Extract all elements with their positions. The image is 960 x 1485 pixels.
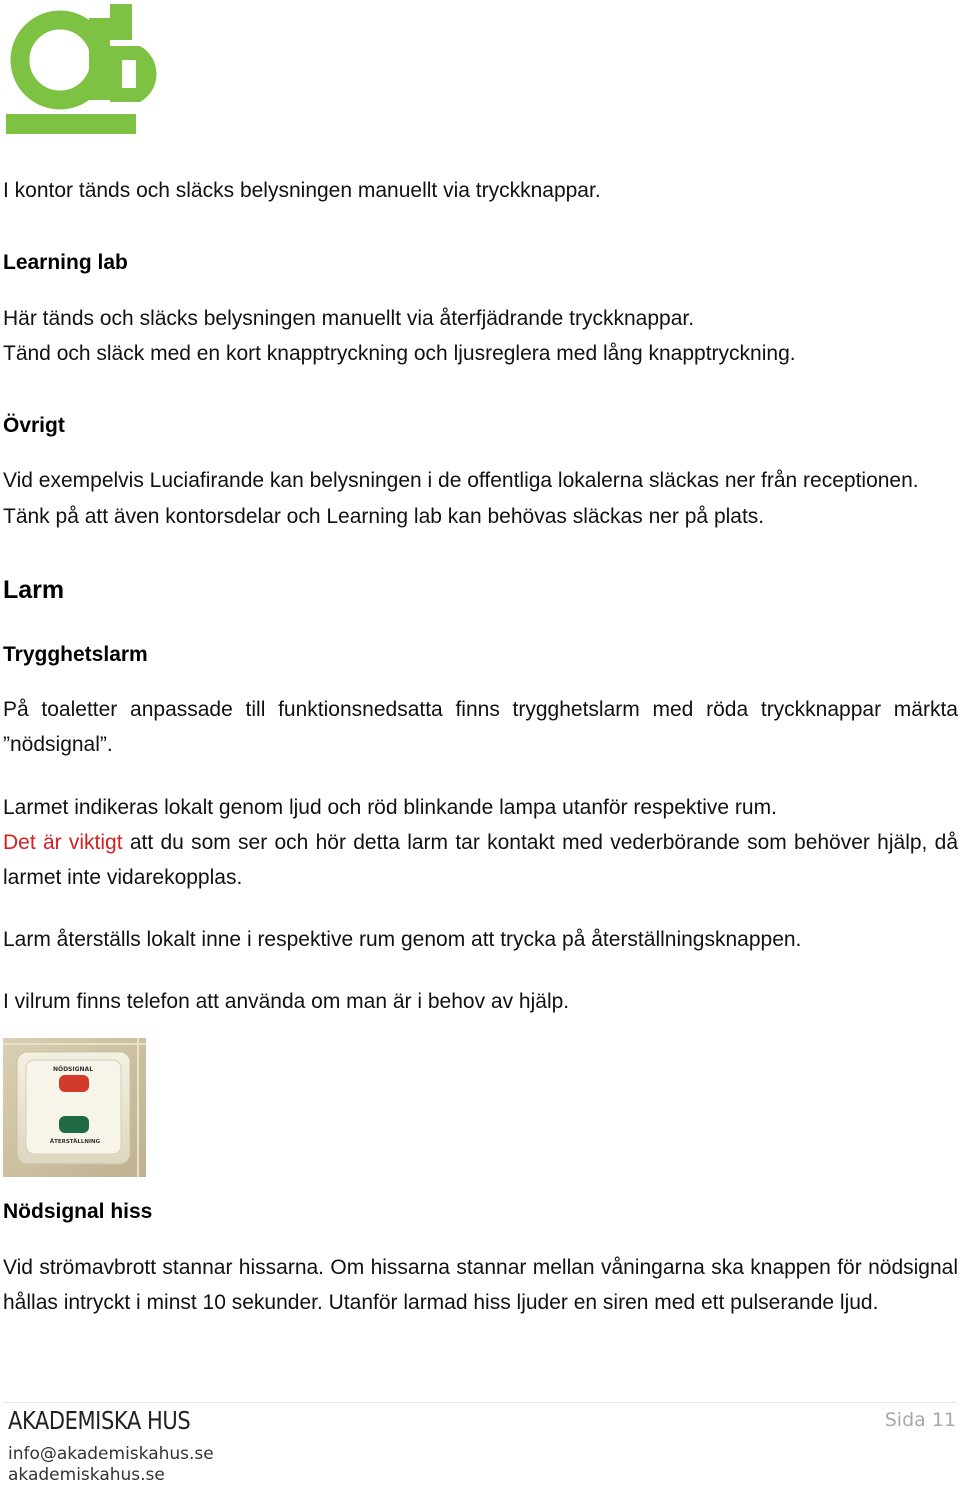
important-highlight: Det är viktigt [3, 831, 123, 854]
footer-website[interactable]: akademiskahus.se [8, 1465, 165, 1485]
learning-lab-line1: Här tänds och släcks belysningen manuellt via återfjädrande tryckknappar. [3, 307, 695, 330]
page-number: Sida 11 [884, 1409, 956, 1431]
photo-bottom-label: ÅTERSTÄLLNING [49, 1139, 101, 1145]
trygghetslarm-heading: Trygghetslarm [3, 643, 148, 666]
learning-lab-heading: Learning lab [3, 251, 128, 274]
footer-brand: AKADEMISKA HUS [8, 1406, 191, 1435]
intro-text: I kontor tänds och släcks belysningen manuellt via tryckknappar. [3, 179, 601, 202]
footer-divider [3, 1402, 957, 1403]
trygghetslarm-para2 [3, 790, 958, 895]
trygghetslarm-para3: Larm återställs lokalt inne i respektive rum genom att trycka på återställningsknappen. [3, 928, 802, 951]
larm-heading: Larm [3, 576, 65, 604]
ovrigt-heading: Övrigt [3, 414, 65, 437]
trygghetslarm-para4: I vilrum finns telefon att använda om man är i behov av hjälp. [3, 990, 570, 1013]
nodsignal-hiss-heading: Nödsignal hiss [3, 1200, 153, 1223]
learning-lab-line2: Tänd och släck med en kort knapptryckning och ljusreglera med lång knapptryckning. [3, 342, 796, 365]
ovrigt-line1: Vid exempelvis Luciafirande kan belysningen i de offentliga lokalerna släckas ner från receptionen. [3, 469, 919, 492]
alarm-panel-photo [3, 1038, 146, 1177]
akademiska-hus-ap-logo [2, 2, 174, 134]
para2-line1: Larmet indikeras lokalt genom ljud och röd blinkande lampa utanför respektive rum. [3, 796, 777, 819]
para2-rest: att du som ser och hör detta larm tar kontakt med vederbörande som behöver hjälp, då larmet inte vidarekopplas. [3, 831, 959, 889]
nodsignal-hiss-para: Vid strömavbrott stannar hissarna. Om hissarna stannar mellan våningarna ska knappen för nödsignal hållas intryckt i minst 10 sekunder. Utanför larmad hiss ljuder en siren med ett pulserande ljud. [3, 1256, 958, 1314]
trygghetslarm-para1: På toaletter anpassade till funktionsnedsatta finns trygghetslarm med röda tryckknappar märkta ”nödsignal”. [3, 698, 958, 756]
photo-top-label: NÖDSIGNAL [52, 1066, 94, 1073]
footer-email[interactable]: info@akademiskahus.se [8, 1444, 214, 1464]
ovrigt-line2: Tänk på att även kontorsdelar och Learning lab kan behövas släckas ner på plats. [3, 505, 765, 528]
